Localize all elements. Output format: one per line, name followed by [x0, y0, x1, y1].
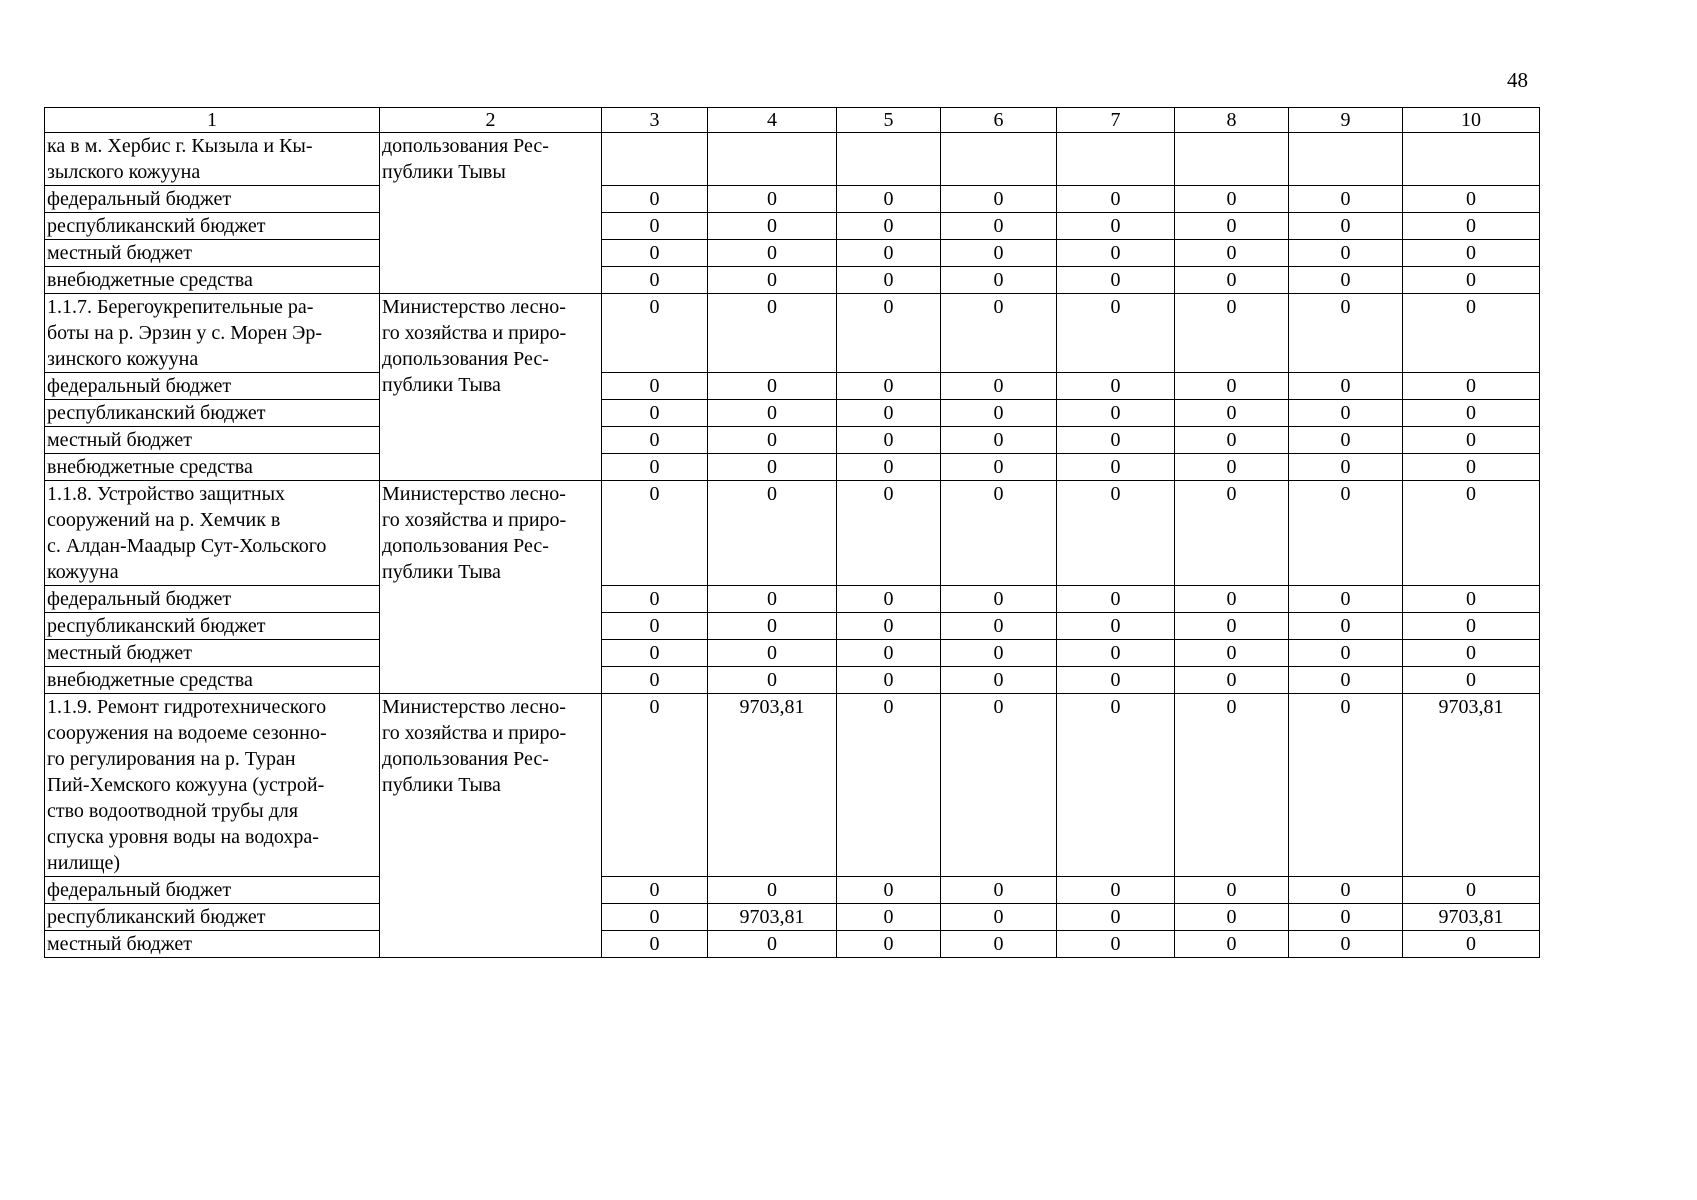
value-cell: 0 [837, 640, 941, 667]
value-cell: 9703,81 [1403, 904, 1540, 931]
value-cell: 0 [1289, 267, 1403, 294]
funding-source-row [45, 373, 1540, 400]
value-cell: 0 [602, 613, 708, 640]
value-cell: 0 [1289, 373, 1403, 400]
item-title-row [45, 133, 1540, 186]
funding-source-label: федеральный бюджет [45, 186, 380, 213]
value-cell: 0 [837, 667, 941, 694]
column-header: 3 [602, 108, 708, 133]
value-cell: 0 [1175, 186, 1289, 213]
funding-source-label: местный бюджет [45, 240, 380, 267]
value-cell: 0 [1175, 877, 1289, 904]
column-header: 8 [1175, 108, 1289, 133]
funding-source-label: республиканский бюджет [45, 904, 380, 931]
column-header: 6 [941, 108, 1057, 133]
value-cell: 0 [1057, 931, 1175, 958]
value-cell: 0 [1175, 427, 1289, 454]
value-cell: 0 [602, 213, 708, 240]
table-body [45, 108, 1540, 958]
funding-source-row [45, 931, 1540, 958]
value-cell: 0 [1057, 240, 1175, 267]
value-cell: 0 [602, 373, 708, 400]
value-cell: 0 [1057, 694, 1175, 877]
value-cell: 0 [837, 294, 941, 373]
value-cell: 0 [1057, 186, 1175, 213]
value-cell: 0 [1057, 640, 1175, 667]
value-cell: 0 [1175, 267, 1289, 294]
value-cell: 0 [708, 454, 837, 481]
value-cell: 0 [837, 877, 941, 904]
value-cell: 0 [837, 613, 941, 640]
value-cell: 0 [1175, 294, 1289, 373]
value-cell: 0 [837, 213, 941, 240]
value-cell: 0 [941, 186, 1057, 213]
value-cell: 9703,81 [708, 904, 837, 931]
value-cell [1057, 133, 1175, 186]
value-cell: 0 [602, 904, 708, 931]
value-cell: 0 [1057, 613, 1175, 640]
value-cell: 0 [837, 400, 941, 427]
table-header-row [45, 108, 1540, 133]
value-cell: 0 [1175, 640, 1289, 667]
value-cell: 0 [837, 186, 941, 213]
value-cell: 0 [837, 904, 941, 931]
funding-source-row [45, 186, 1540, 213]
value-cell: 0 [837, 373, 941, 400]
funding-source-label: федеральный бюджет [45, 373, 380, 400]
value-cell [837, 133, 941, 186]
column-header: 7 [1057, 108, 1175, 133]
funding-source-row [45, 400, 1540, 427]
value-cell: 0 [1057, 427, 1175, 454]
value-cell: 0 [602, 186, 708, 213]
value-cell: 0 [708, 640, 837, 667]
value-cell: 0 [1403, 427, 1540, 454]
value-cell: 0 [1403, 454, 1540, 481]
funding-source-row [45, 454, 1540, 481]
funding-source-label: республиканский бюджет [45, 613, 380, 640]
funding-source-label: республиканский бюджет [45, 400, 380, 427]
value-cell: 0 [1403, 186, 1540, 213]
column-header: 1 [45, 108, 380, 133]
value-cell: 0 [941, 373, 1057, 400]
value-cell: 0 [1403, 586, 1540, 613]
item-title-row [45, 481, 1540, 586]
value-cell: 0 [1289, 586, 1403, 613]
funding-source-label: местный бюджет [45, 427, 380, 454]
value-cell: 0 [708, 373, 837, 400]
value-cell: 0 [941, 267, 1057, 294]
value-cell: 0 [941, 213, 1057, 240]
item-description: 1.1.7. Берегоукрепительные ра- боты на р. Эрзин у с. Морен Эр- зинского кожууна [45, 294, 380, 373]
value-cell: 0 [1175, 454, 1289, 481]
value-cell [708, 133, 837, 186]
value-cell: 0 [941, 694, 1057, 877]
responsible-organization: Министерство лесно- го хозяйства и приро- допользования Рес- публики Тыва [380, 294, 602, 481]
value-cell: 0 [1289, 213, 1403, 240]
value-cell [1403, 133, 1540, 186]
value-cell: 0 [602, 400, 708, 427]
value-cell: 0 [708, 294, 837, 373]
value-cell: 0 [1175, 694, 1289, 877]
value-cell: 0 [1289, 454, 1403, 481]
value-cell: 0 [941, 400, 1057, 427]
value-cell: 0 [1175, 240, 1289, 267]
value-cell: 0 [602, 586, 708, 613]
value-cell [941, 133, 1057, 186]
responsible-organization: допользования Рес- публики Тывы [380, 133, 602, 294]
value-cell: 0 [837, 586, 941, 613]
value-cell: 0 [708, 877, 837, 904]
value-cell: 0 [1403, 373, 1540, 400]
column-header: 5 [837, 108, 941, 133]
value-cell: 0 [602, 667, 708, 694]
value-cell: 0 [602, 694, 708, 877]
funding-source-row [45, 613, 1540, 640]
value-cell: 0 [1403, 213, 1540, 240]
funding-source-row [45, 240, 1540, 267]
value-cell: 0 [941, 877, 1057, 904]
value-cell: 0 [941, 931, 1057, 958]
value-cell: 9703,81 [708, 694, 837, 877]
value-cell: 0 [941, 427, 1057, 454]
value-cell: 0 [602, 427, 708, 454]
value-cell: 0 [602, 294, 708, 373]
funding-source-row [45, 586, 1540, 613]
funding-source-label: местный бюджет [45, 931, 380, 958]
value-cell: 0 [708, 931, 837, 958]
column-header: 4 [708, 108, 837, 133]
column-header: 10 [1403, 108, 1540, 133]
value-cell: 0 [837, 240, 941, 267]
value-cell: 0 [602, 481, 708, 586]
value-cell: 0 [1175, 931, 1289, 958]
value-cell: 0 [1057, 294, 1175, 373]
value-cell: 0 [1057, 586, 1175, 613]
funding-source-row [45, 667, 1540, 694]
value-cell: 0 [1057, 400, 1175, 427]
responsible-organization: Министерство лесно- го хозяйства и приро- допользования Рес- публики Тыва [380, 481, 602, 694]
responsible-organization: Министерство лесно- го хозяйства и приро- допользования Рес- публики Тыва [380, 694, 602, 958]
item-title-row [45, 294, 1540, 373]
value-cell: 0 [1175, 481, 1289, 586]
value-cell: 0 [1057, 481, 1175, 586]
value-cell: 0 [602, 240, 708, 267]
value-cell: 0 [1403, 877, 1540, 904]
value-cell: 0 [837, 694, 941, 877]
value-cell: 0 [1175, 667, 1289, 694]
value-cell: 0 [1289, 694, 1403, 877]
value-cell: 0 [708, 186, 837, 213]
value-cell: 0 [1175, 400, 1289, 427]
value-cell: 0 [1057, 454, 1175, 481]
value-cell: 0 [941, 613, 1057, 640]
value-cell: 0 [1403, 267, 1540, 294]
page-number: 48 [1507, 68, 1528, 92]
value-cell: 0 [941, 586, 1057, 613]
funding-source-row [45, 877, 1540, 904]
value-cell: 0 [1403, 240, 1540, 267]
value-cell: 0 [708, 213, 837, 240]
value-cell: 0 [1175, 904, 1289, 931]
value-cell: 0 [837, 267, 941, 294]
value-cell: 0 [1289, 294, 1403, 373]
value-cell: 0 [602, 931, 708, 958]
value-cell: 0 [1289, 931, 1403, 958]
item-title-row [45, 694, 1540, 877]
value-cell: 0 [1403, 400, 1540, 427]
value-cell: 0 [1289, 400, 1403, 427]
value-cell: 0 [1057, 213, 1175, 240]
value-cell: 0 [1403, 481, 1540, 586]
value-cell: 0 [941, 240, 1057, 267]
value-cell: 0 [1175, 586, 1289, 613]
value-cell: 0 [708, 400, 837, 427]
value-cell: 0 [1403, 667, 1540, 694]
value-cell: 0 [708, 267, 837, 294]
value-cell: 0 [602, 267, 708, 294]
value-cell: 0 [1289, 667, 1403, 694]
funding-source-label: республиканский бюджет [45, 213, 380, 240]
value-cell: 0 [708, 481, 837, 586]
funding-source-label: федеральный бюджет [45, 877, 380, 904]
value-cell: 0 [1057, 373, 1175, 400]
funding-source-label: местный бюджет [45, 640, 380, 667]
value-cell: 0 [1289, 877, 1403, 904]
value-cell: 0 [941, 904, 1057, 931]
value-cell: 0 [1403, 931, 1540, 958]
value-cell: 0 [941, 454, 1057, 481]
value-cell: 0 [1175, 613, 1289, 640]
funding-source-label: внебюджетные средства [45, 667, 380, 694]
item-description: ка в м. Хербис г. Кызыла и Кы- зылского кожууна [45, 133, 380, 186]
item-description: 1.1.8. Устройство защитных сооружений на р. Хемчик в с. Алдан-Маадыр Сут-Хольского кожууна [45, 481, 380, 586]
funding-source-label: федеральный бюджет [45, 586, 380, 613]
value-cell: 0 [1403, 294, 1540, 373]
funding-source-label: внебюджетные средства [45, 267, 380, 294]
value-cell: 0 [837, 427, 941, 454]
value-cell: 0 [1175, 213, 1289, 240]
column-header: 9 [1289, 108, 1403, 133]
value-cell: 0 [708, 586, 837, 613]
value-cell: 0 [1057, 267, 1175, 294]
value-cell: 0 [1289, 240, 1403, 267]
value-cell: 9703,81 [1403, 694, 1540, 877]
value-cell [1289, 133, 1403, 186]
value-cell: 0 [837, 454, 941, 481]
funding-source-row [45, 267, 1540, 294]
value-cell: 0 [1289, 186, 1403, 213]
funding-source-row [45, 640, 1540, 667]
value-cell [1175, 133, 1289, 186]
value-cell: 0 [1057, 877, 1175, 904]
value-cell: 0 [1057, 667, 1175, 694]
budget-table [44, 107, 1540, 958]
value-cell: 0 [708, 427, 837, 454]
value-cell [602, 133, 708, 186]
value-cell: 0 [837, 481, 941, 586]
value-cell: 0 [941, 640, 1057, 667]
value-cell: 0 [1289, 904, 1403, 931]
value-cell: 0 [941, 294, 1057, 373]
column-header: 2 [380, 108, 602, 133]
value-cell: 0 [1289, 640, 1403, 667]
value-cell: 0 [1175, 373, 1289, 400]
value-cell: 0 [1057, 904, 1175, 931]
value-cell: 0 [1289, 427, 1403, 454]
value-cell: 0 [941, 667, 1057, 694]
value-cell: 0 [941, 481, 1057, 586]
value-cell: 0 [1289, 481, 1403, 586]
value-cell: 0 [1289, 613, 1403, 640]
value-cell: 0 [708, 667, 837, 694]
value-cell: 0 [1403, 640, 1540, 667]
funding-source-row [45, 427, 1540, 454]
funding-source-label: внебюджетные средства [45, 454, 380, 481]
value-cell: 0 [602, 454, 708, 481]
value-cell: 0 [602, 877, 708, 904]
value-cell: 0 [837, 931, 941, 958]
value-cell: 0 [708, 240, 837, 267]
value-cell: 0 [602, 640, 708, 667]
item-description: 1.1.9. Ремонт гидротехнического сооружения на водоеме сезонно- го регулирования на р. Туран Пий-Хемского кожууна (устрой- ство водоотводной трубы для спуска уровня воды на водохра- нилище) [45, 694, 380, 877]
funding-source-row [45, 904, 1540, 931]
value-cell: 0 [1403, 613, 1540, 640]
value-cell: 0 [708, 613, 837, 640]
funding-source-row [45, 213, 1540, 240]
